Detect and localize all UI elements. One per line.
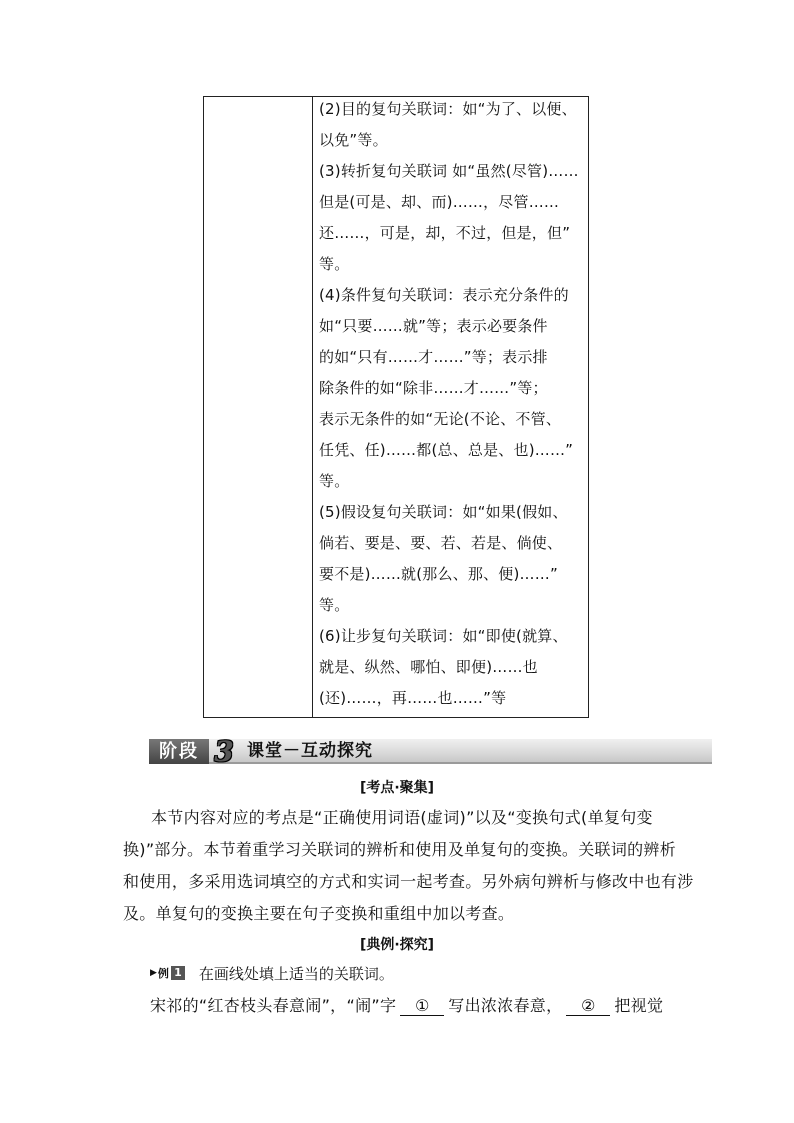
example-number: 1: [171, 966, 185, 980]
paragraph-line: 和使用，多采用选词填空的方式和实词一起考查。另外病句辨析与修改中也有涉: [123, 872, 694, 891]
paragraph-line: 及。单复句的变换主要在句子变换和重组中加以考查。: [123, 904, 515, 923]
table-line: 表示无条件的如“无论(不论、不管、: [319, 410, 562, 428]
stage-label: 阶段: [149, 739, 209, 764]
table-line: 如“只要……就”等；表示必要条件: [319, 317, 548, 335]
table-line: 要不是)……就(那么、那、便)……”: [319, 565, 558, 583]
table-line: (6)让步复句关联词：如“即使(就算、: [319, 627, 568, 645]
table-line: 的如“只有……才……”等；表示排: [319, 348, 548, 366]
table-line: 任凭、任)……都(总、总是、也)……”: [319, 441, 574, 459]
section-heading: [典例·探究]: [359, 937, 435, 953]
example-tag: [150, 965, 185, 981]
question-text: [150, 993, 663, 1016]
table-line: (2)目的复句关联词：如“为了、以便、: [319, 100, 577, 118]
table-line: (5)假设复句关联词：如“如果(假如、: [319, 503, 568, 521]
section-heading: [考点·聚集]: [359, 780, 435, 796]
table-line: 除条件的如“除非……才……”等；: [319, 379, 548, 397]
table-line: 等。: [319, 472, 350, 490]
table-line: 等。: [319, 596, 350, 614]
table-line: 以免”等。: [319, 131, 388, 149]
example-instruction: 在画线处填上适当的关联词。: [198, 964, 394, 983]
section-banner: [149, 736, 712, 767]
example-label: 例: [157, 967, 169, 980]
paragraph-line: 本节内容对应的考点是“正确使用词语(虚词)”以及“变换句式(单复句变: [151, 808, 653, 827]
conjunction-table: [203, 96, 589, 718]
answer-blank[interactable]: ①: [400, 997, 444, 1016]
table-left-cell: [204, 97, 313, 717]
play-icon: ▶: [150, 968, 157, 978]
paragraph-line: 换)”部分。本节着重学习关联词的辨析和使用及单复句的变换。关联词的辨析: [123, 840, 677, 859]
banner-title: 课堂－互动探究: [247, 741, 373, 761]
answer-blank[interactable]: ②: [566, 997, 610, 1016]
question-part: 宋祁的“红杏枝头春意闹”，“闹”字: [150, 996, 397, 1015]
table-line: (还)……，再……也……”等: [319, 689, 507, 707]
table-line: (3)转折复句关联词 如“虽然(尽管)……: [319, 162, 579, 180]
example-row: [150, 962, 394, 984]
question-part: 把视觉: [614, 996, 664, 1015]
table-line: 等。: [319, 255, 350, 273]
table-line: 倘若、要是、要、若、若是、倘使、: [319, 534, 563, 552]
table-line: (4)条件复句关联词：表示充分条件的: [319, 286, 569, 304]
table-line: 还……，可是，却，不过，但是，但”: [319, 224, 571, 242]
question-part: 写出浓浓春意，: [448, 996, 563, 1015]
paragraph: [123, 802, 694, 930]
stage-number: 3: [214, 735, 234, 768]
table-line: 就是、纵然、哪怕、即便)……也: [319, 658, 538, 676]
table-line: 但是(可是、却、而)……，尽管……: [319, 193, 560, 211]
table-right-cell: [313, 97, 588, 717]
